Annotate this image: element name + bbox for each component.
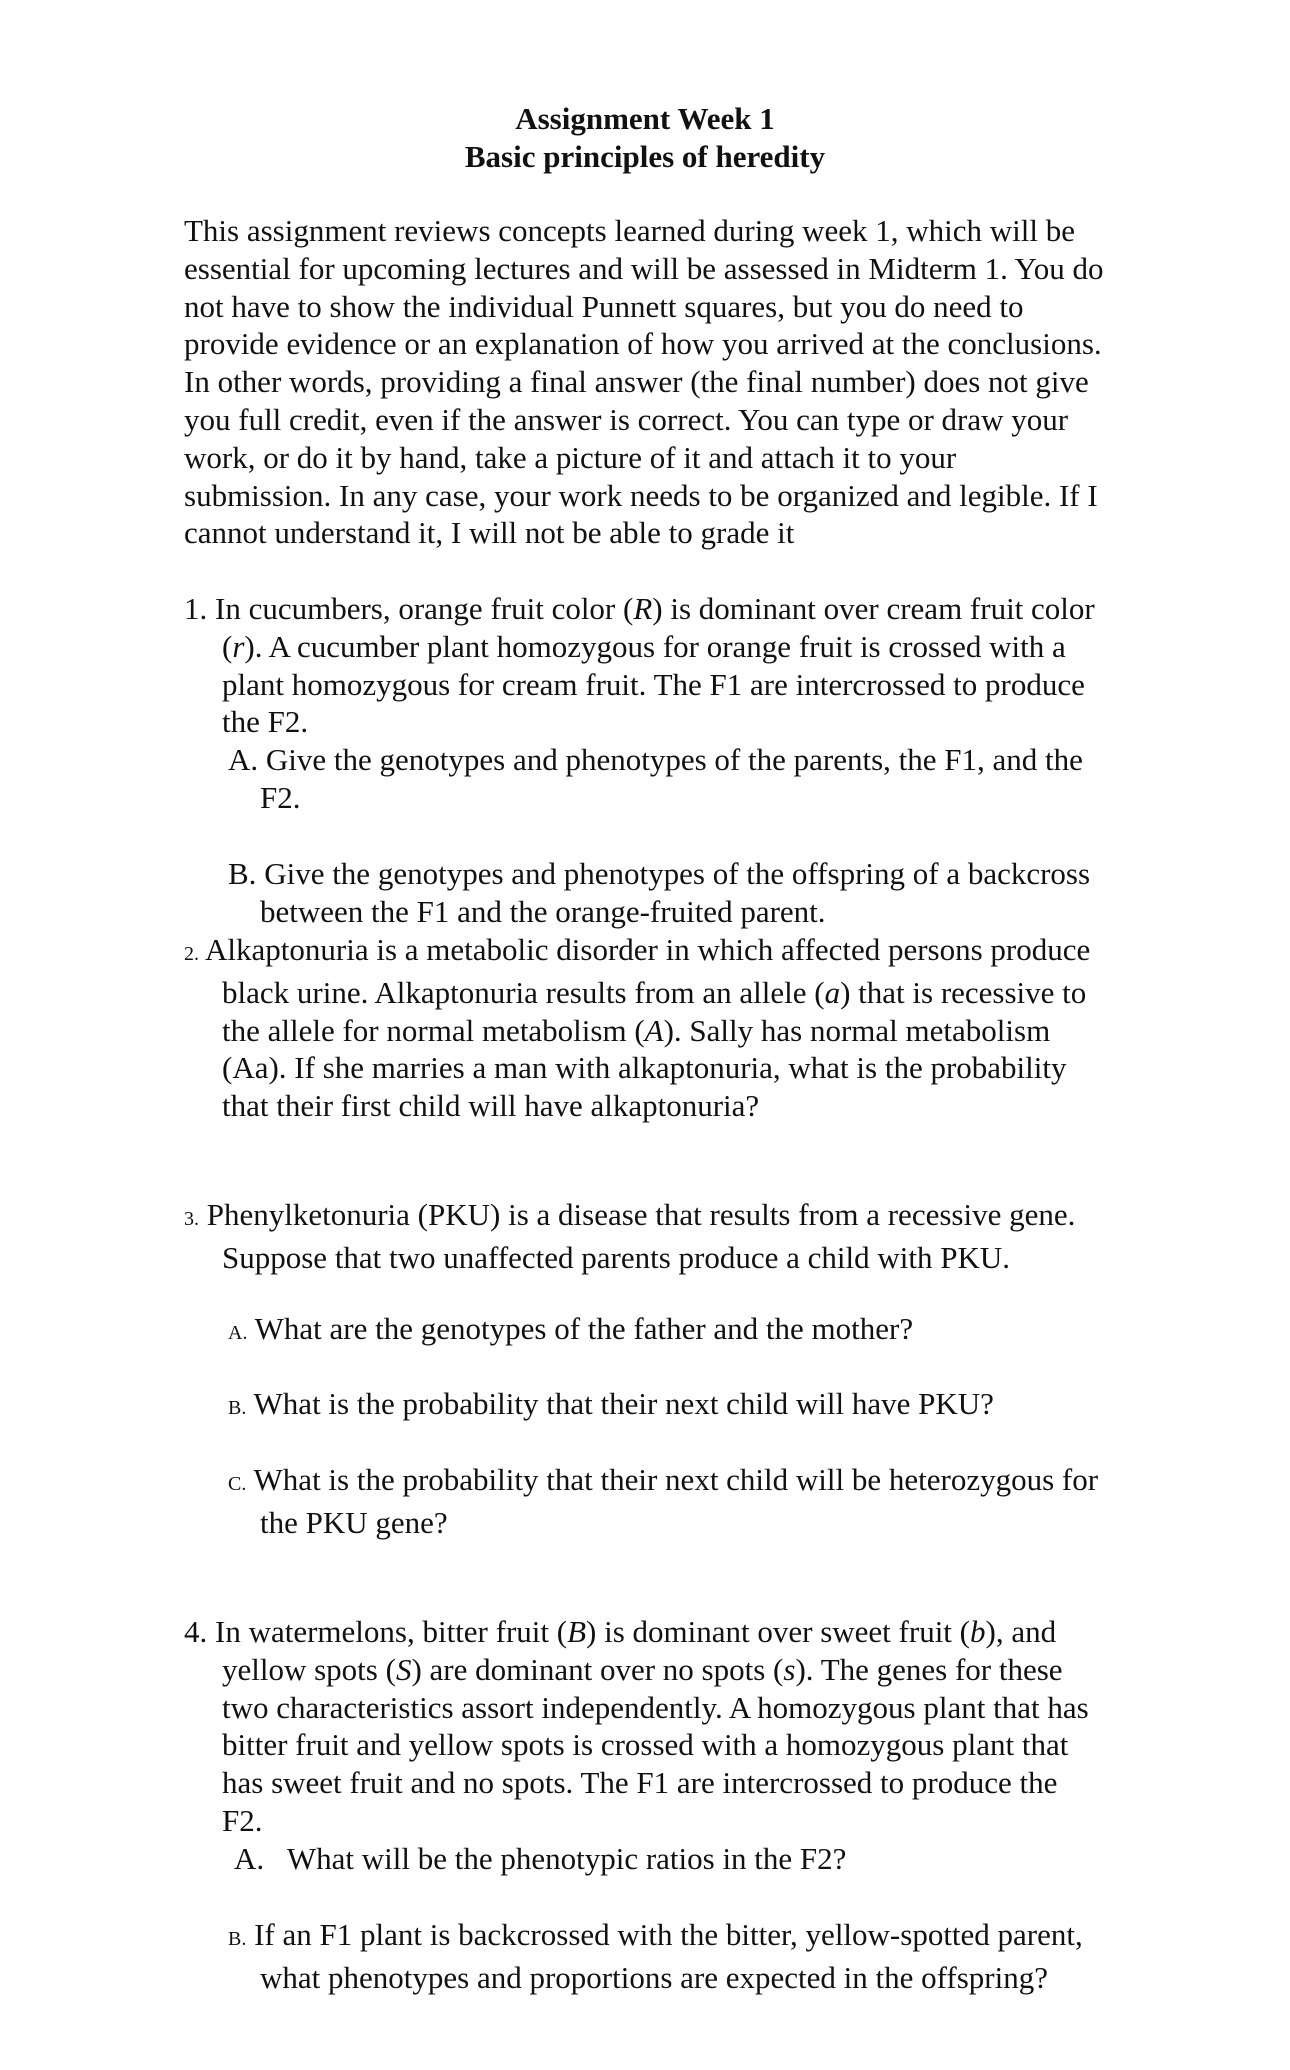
question-1-text-part: In cucumbers, orange fruit color ( [215,591,634,626]
allele-symbol: b [970,1614,986,1649]
question-2-number: 2. [184,943,199,965]
question-1a [228,741,1108,817]
question-3c-text: What is the probability that their next child will be heterozygous for the PKU gene? [253,1462,1099,1540]
question-3a-text: What are the genotypes of the father and the mother? [254,1311,914,1346]
question-3-text: Phenylketonuria (PKU) is a disease that results from a recessive gene. Suppose that two unaffected parents produce a child with PKU. [206,1197,1076,1275]
question-3b-text: What is the probability that their next child will have PKU? [253,1386,994,1421]
allele-symbol: A [644,1012,664,1048]
question-3 [184,1196,1104,1277]
assignment-title: Assignment Week 1 [515,101,775,136]
question-3-number: 3. [184,1208,199,1230]
question-1b-text: Give the genotypes and phenotypes of the offspring of a backcross between the F1 and the orange-fruited parent. [260,856,1091,929]
question-4-number: 4. [184,1614,208,1649]
intro-paragraph: This assignment reviews concepts learned during week 1, which will be essential for upcoming lectures and will be assessed in Midterm 1. You do not have to show the individual Punnett squares, but you do need to provide evidence or an explanation of how you arrived at the conclusions. In other words, providing a final answer (the final number) does not give you full credit, even if the answer is correct. You can type or draw your work, or do it by hand, take a picture of it and attach it to your submission. In any case, your work needs to be organized and legible. If I cannot understand it, I will not be able to grade it [184,213,1104,551]
question-4a-label: A. [234,1841,265,1876]
question-1-number: 1. [184,591,208,626]
question-3a [228,1310,1108,1353]
question-1 [184,590,1104,741]
question-2-text-part: Alkaptonuria is a metabolic disorder in which affected persons produce black urine. Alkaptonuria results from an allele ( [205,932,1091,1010]
question-3b-label: B. [228,1397,247,1419]
question-4-text-part: ), and yellow spots ( [222,1614,1057,1687]
question-3c [228,1461,1108,1542]
question-1a-label: A. [228,742,259,777]
question-2-text-part: ). Sally has normal metabolism (Aa). If she marries a man with alkaptonuria, what is the probability that their first child will have alkaptonuria? [222,1012,1067,1124]
question-4-text-part: In watermelons, bitter fruit ( [215,1614,568,1649]
question-4a-text: What will be the phenotypic ratios in the F2? [286,1841,847,1876]
question-1-text-part: ) is dominant over cream fruit color ( [222,591,1095,664]
question-4-text-part: ) is dominant over sweet fruit ( [586,1614,970,1649]
question-4-text-part: ) are dominant over no spots ( [411,1651,784,1687]
question-3a-label: A. [228,1322,248,1344]
question-2 [184,931,1104,1125]
allele-symbol: R [633,591,653,626]
allele-symbol: B [567,1614,587,1649]
question-4b-label: B. [228,1928,247,1950]
assignment-subtitle: Basic principles of heredity [464,139,826,174]
question-1b [228,855,1108,931]
allele-symbol: S [395,1651,412,1687]
question-4-text-part: ). The genes for these two characteristics assort independently. A homozygous plant that has bitter fruit and yellow spots is crossed with a homozygous plant that has sweet fruit and no spots. The F1 are intercrossed to produce the F2. [222,1651,1089,1838]
question-1-text-part: ). A cucumber plant homozygous for orange fruit is crossed with a plant homozygous for cream fruit. The F1 are intercrossed to produce the F2. [222,628,1085,740]
question-4b-text: If an F1 plant is backcrossed with the bitter, yellow-spotted parent, what phenotypes and proportions are expected in the offspring? [254,1917,1083,1995]
question-3b [228,1385,1108,1428]
question-4b [228,1916,1108,1997]
question-4 [184,1613,1104,1840]
allele-symbol: s [783,1651,796,1687]
question-1b-label: B. [228,856,257,891]
allele-symbol: r [232,628,245,664]
allele-symbol: a [824,974,841,1010]
question-2-text-part: ) that is recessive to the allele for normal metabolism ( [222,974,1087,1048]
question-4a [234,1840,1114,1878]
question-1a-text: Give the genotypes and phenotypes of the parents, the F1, and the F2. [260,742,1083,815]
question-3c-label: C. [228,1473,247,1495]
